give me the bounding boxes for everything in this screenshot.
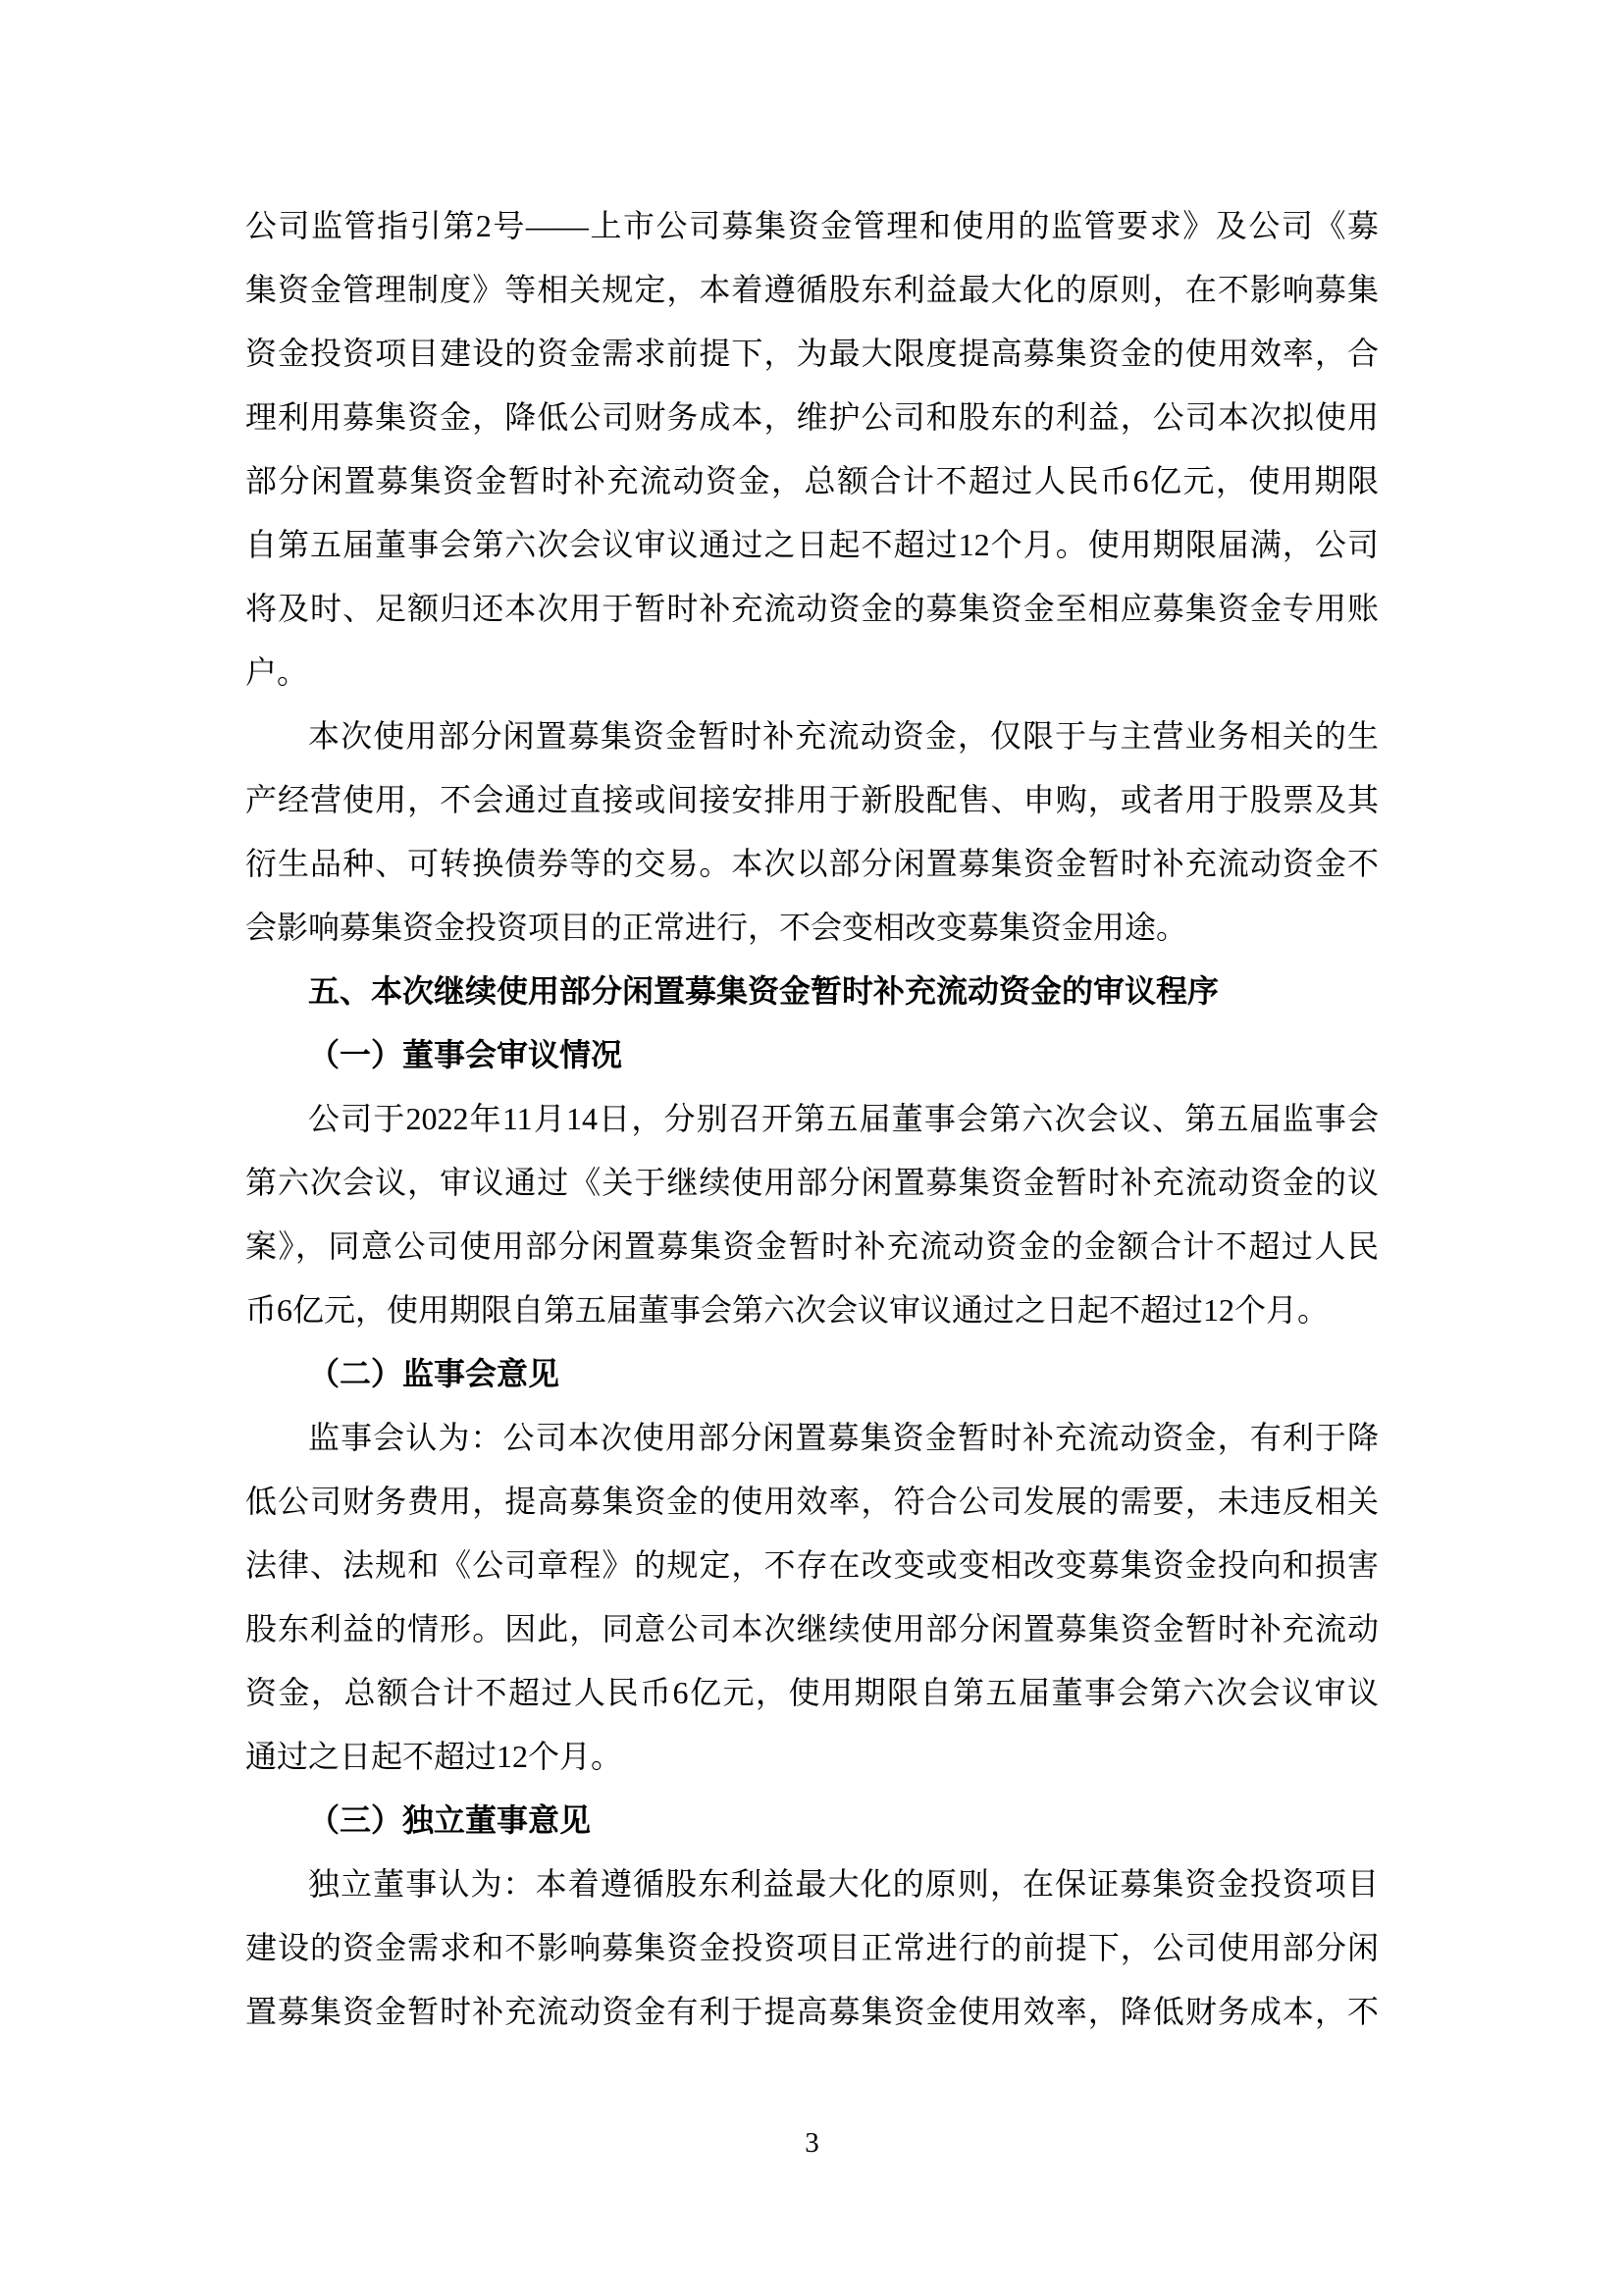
text-line: 会影响募集资金投资项目的正常进行，不会变相改变募集资金用途。 [245, 910, 1188, 945]
text-line: 理利用募集资金，降低公司财务成本，维护公司和股东的利益，公司本次拟使用 [245, 399, 1379, 435]
text-line: 股东利益的情形。因此，同意公司本次继续使用部分闲置募集资金暂时补充流动 [245, 1611, 1379, 1646]
text-line: 衍生品种、可转换债券等的交易。本次以部分闲置募集资金暂时补充流动资金不 [245, 846, 1379, 881]
text-line: 将及时、足额归还本次用于暂时补充流动资金的募集资金至相应募集资金专用账 [245, 591, 1379, 626]
section-heading: （一）董事会审议情况 [308, 1037, 623, 1072]
text-line: 资金，总额合计不超过人民币6亿元，使用期限自第五届董事会第六次会议审议 [245, 1675, 1379, 1710]
text-line: 独立董事认为：本着遵循股东利益最大化的原则，在保证募集资金投资项目 [308, 1866, 1379, 1902]
text-line: 通过之日起不超过12个月。 [245, 1739, 623, 1774]
text-line: 资金投资项目建设的资金需求前提下，为最大限度提高募集资金的使用效率，合 [245, 336, 1379, 371]
section-heading: （二）监事会意见 [308, 1356, 560, 1391]
text-line: 本次使用部分闲置募集资金暂时补充流动资金，仅限于与主营业务相关的生 [308, 718, 1379, 754]
page-number: 3 [805, 2127, 819, 2159]
text-line: 置募集资金暂时补充流动资金有利于提高募集资金使用效率，降低财务成本，不 [245, 1994, 1379, 2029]
text-line: 产经营使用，不会通过直接或间接安排用于新股配售、申购，或者用于股票及其 [245, 782, 1379, 817]
text-line: 低公司财务费用，提高募集资金的使用效率，符合公司发展的需要，未违反相关 [245, 1484, 1379, 1519]
text-line: 自第五届董事会第六次会议审议通过之日起不超过12个月。使用期限届满，公司 [245, 527, 1379, 562]
section-heading: 五、本次继续使用部分闲置募集资金暂时补充流动资金的审议程序 [308, 973, 1220, 1009]
text-line: 公司监管指引第2号——上市公司募集资金管理和使用的监管要求》及公司《募 [245, 208, 1379, 243]
text-line: 法律、法规和《公司章程》的规定，不存在改变或变相改变募集资金投向和损害 [245, 1547, 1379, 1583]
text-line: 部分闲置募集资金暂时补充流动资金，总额合计不超过人民币6亿元，使用期限 [245, 463, 1379, 498]
text-line: 监事会认为：公司本次使用部分闲置募集资金暂时补充流动资金，有利于降 [308, 1420, 1379, 1455]
text-line: 案》，同意公司使用部分闲置募集资金暂时补充流动资金的金额合计不超过人民 [245, 1228, 1379, 1264]
text-line: 户。 [245, 654, 309, 690]
section-heading: （三）独立董事意见 [308, 1802, 592, 1838]
text-line: 集资金管理制度》等相关规定，本着遵循股东利益最大化的原则，在不影响募集 [245, 272, 1379, 307]
text-line: 币6亿元，使用期限自第五届董事会第六次会议审议通过之日起不超过12个月。 [245, 1292, 1330, 1328]
text-line: 公司于2022年11月14日，分别召开第五届董事会第六次会议、第五届监事会 [308, 1101, 1379, 1136]
document-body [245, 194, 1379, 2044]
text-line: 第六次会议，审议通过《关于继续使用部分闲置募集资金暂时补充流动资金的议 [245, 1165, 1379, 1200]
text-line: 建设的资金需求和不影响募集资金投资项目正常进行的前提下，公司使用部分闲 [245, 1930, 1379, 1965]
